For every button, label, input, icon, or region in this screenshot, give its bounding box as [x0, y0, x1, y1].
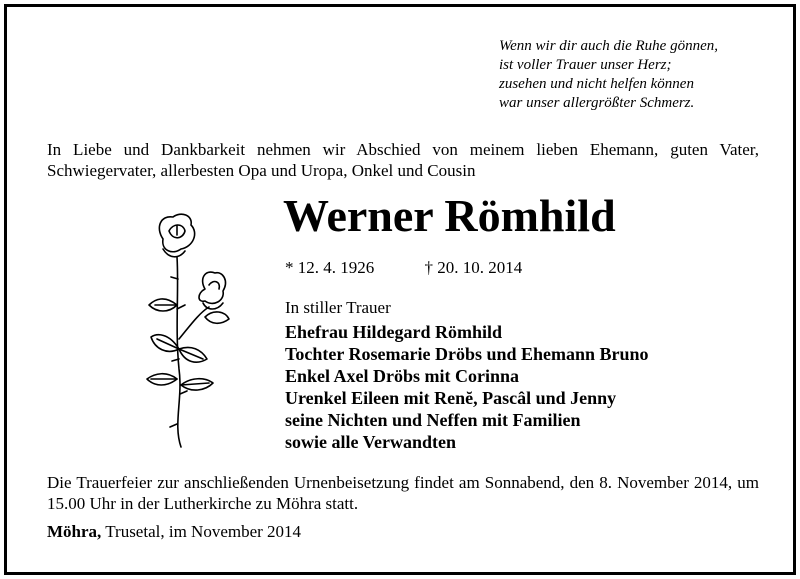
poem-line: ist voller Trauer unser Herz;	[499, 57, 672, 73]
place-rest: Trusetal, im November 2014	[101, 522, 302, 541]
poem-line: Wenn wir dir auch die Ruhe gönnen,	[499, 38, 719, 54]
poem-line: zusehen und nicht helfen können	[499, 76, 694, 92]
farewell-text: In Liebe und Dankbarkeit nehmen wir Abschied von meinem lieben Ehemann, guten Vater, Schwiegervater, allerbesten Opa und Uropa, Onkel und Cousin	[47, 140, 759, 180]
poem-line: war unser allergrößter Schmerz.	[499, 95, 695, 111]
mourner-line: Tochter Rosemarie Dröbs und Ehemann Bruno	[285, 344, 649, 364]
mourner-line: Ehefrau Hildegard Römhild	[285, 322, 503, 342]
obituary-notice	[4, 4, 796, 575]
mourning-label: In stiller Trauer	[285, 298, 391, 317]
funeral-info: Die Trauerfeier zur anschließenden Urnenbeisetzung findet am Sonnabend, den 8. November 2014, um 15.00 Uhr in der Lutherkirche zu Möhra statt.	[47, 473, 759, 513]
mourner-line: sowie alle Verwandten	[285, 432, 456, 452]
mourner-line: seine Nichten und Neffen mit Familien	[285, 410, 581, 430]
birth-date: * 12. 4. 1926	[285, 258, 375, 277]
place-town: Möhra,	[47, 522, 102, 541]
death-date: † 20. 10. 2014	[424, 258, 523, 277]
rose-icon	[133, 209, 233, 449]
mourner-line: Urenkel Eileen mit Renĕ, Pascâl und Jenny	[285, 388, 617, 408]
deceased-name: Werner Römhild	[283, 190, 616, 241]
mourners-list	[285, 321, 649, 453]
mourner-line: Enkel Axel Dröbs mit Corinna	[285, 366, 520, 386]
memorial-poem	[499, 37, 718, 113]
life-dates	[285, 257, 522, 279]
place-and-date	[47, 521, 301, 543]
